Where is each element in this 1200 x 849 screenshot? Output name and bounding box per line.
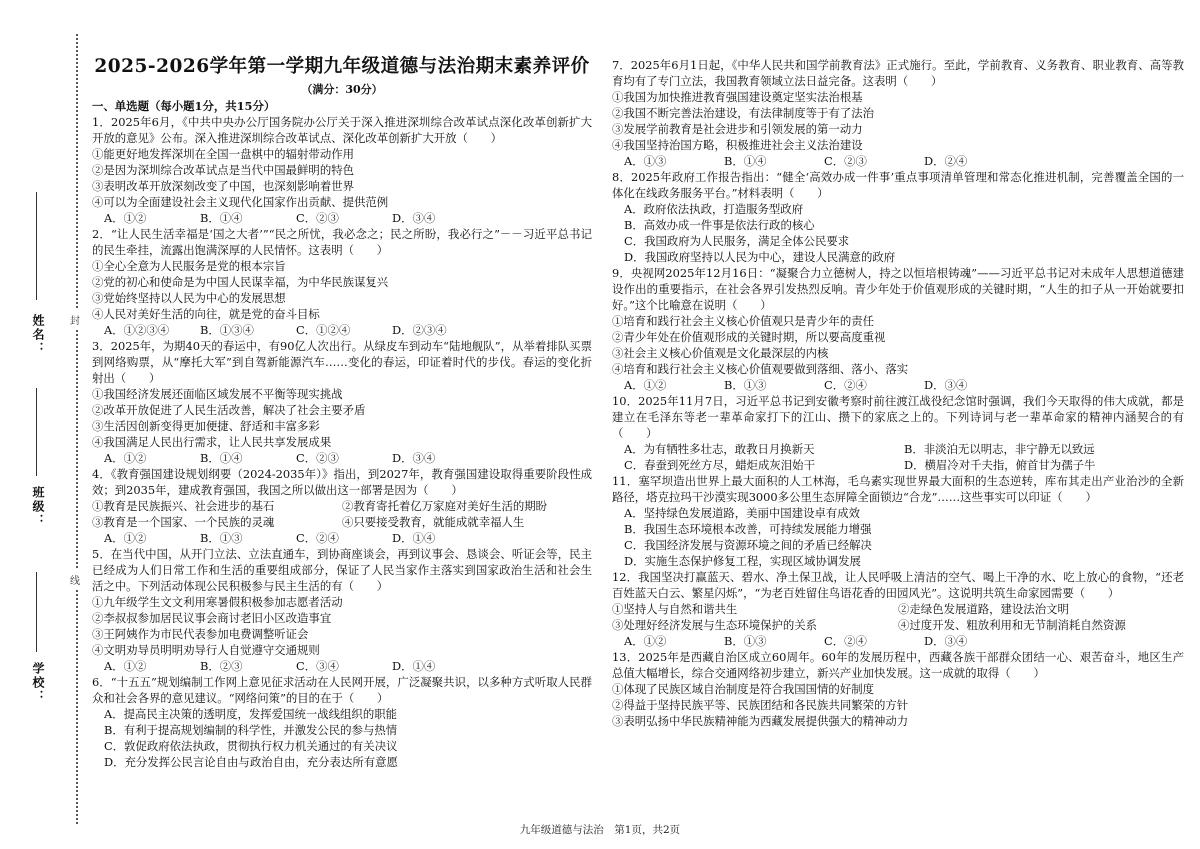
choice-c[interactable]: C．春蚕到死丝方尽，蜡炬成灰泪始干 xyxy=(624,458,815,472)
statement: ①体现了民族区域自治制度是符合我国国情的好制度 xyxy=(612,682,874,696)
statement: ②党的初心和使命是为中国人民谋幸福，为中华民族谋复兴 xyxy=(92,275,389,289)
choice-c[interactable]: C．②③ xyxy=(296,451,339,465)
statement-row xyxy=(612,601,1184,617)
statement-row xyxy=(92,514,592,530)
statement: ①全心全意为人民服务是党的根本宗旨 xyxy=(92,259,286,273)
question-stem: 8．2025年政府工作报告指出：“健全‘高效办成一件事’重点事项清单管理和常态化推进机制，完善覆盖全国的一体化在线政务服务平台。”材料表明（ ） xyxy=(612,170,1184,200)
line-char: 线 xyxy=(70,570,80,589)
answer-choices xyxy=(92,530,592,546)
statement: ①坚持人与自然和谐共生 xyxy=(612,602,738,616)
statement: ③生活因创新变得更加便捷、舒适和丰富多彩 xyxy=(92,419,320,433)
question-9 xyxy=(612,265,1184,393)
question-stem: 4．《教育强国建设规划纲要（2024-2035年）》指出，到2027年，教育强国建设取得重要阶段性成效；到2035年，建成教育强国，我国之所以做出这一部署是因为（ ） xyxy=(92,467,592,497)
answer-choices xyxy=(612,633,1184,649)
statement: ③发展学前教育是社会进步和引领发展的第一动力 xyxy=(612,122,863,136)
choice-a[interactable]: A．①② xyxy=(104,211,147,225)
left-column xyxy=(92,55,592,770)
question-stem: 12．我国坚决打赢蓝天、碧水、净土保卫战，让人民呼吸上清洁的空气、喝上干净的水、吃上放心的食物，“还老百姓蓝天白云、繁星闪烁”，“为老百姓留住鸟语花香的田园风光”。这说明共筑生命家园需要（ ） xyxy=(612,570,1184,600)
choice-d[interactable]: D．②④ xyxy=(924,154,968,168)
question-stem: 9．央视网2025年12月16日：“凝聚合力立德树人，持之以恒培根铸魂”——习近平总书记对未成年人思想道德建设作出的重要指示，在社会各界引发热烈反响。青少年处于价值观形成的关键时期，“人生的扣子从一开始就要扣好。”这个比喻意在说明（ ） xyxy=(612,266,1184,312)
choice-c[interactable]: C．③④ xyxy=(296,659,339,673)
statement: ④培育和践行社会主义核心价值观要做到落细、落小、落实 xyxy=(612,362,909,376)
choice-a[interactable]: A．①②③④ xyxy=(104,323,170,337)
question-stem: 11．塞罕坝造出世界上最大面积的人工林海，毛乌素实现世界最大面积的生态逆转，库布其走出产业治沙的全新路径，塔克拉玛干沙漠实现3000多公里生态屏障全面锁边“合龙”……这些事实可以印证（ ） xyxy=(612,474,1184,504)
choice-d[interactable]: D．实施生态保护修复工程，实现区域协调发展 xyxy=(624,554,861,568)
exam-title: 2025-2026学年第一学期九年级道德与法治期末素养评价 xyxy=(94,56,590,77)
choice-b[interactable]: B．我国生态环境根本改善，可持续发展能力增强 xyxy=(624,522,872,536)
choice-b[interactable]: B．①③ xyxy=(200,531,243,545)
choice-row xyxy=(612,457,1184,473)
statement: ④我国满足人民出行需求，让人民共享发展成果 xyxy=(92,435,332,449)
statement-row xyxy=(612,617,1184,633)
choice-b[interactable]: B．高效办成一件事是依法行政的核心 xyxy=(624,218,815,232)
choice-b[interactable]: B．①③ xyxy=(724,378,767,392)
question-stem: 7．2025年6月1日起，《中华人民共和国学前教育法》正式施行。至此，学前教育、义务教育、职业教育、高等教育均有了专门立法，我国教育领域立法日益完备。这表明（ ） xyxy=(612,58,1184,88)
choice-d[interactable]: D．横眉冷对千夫指，俯首甘为孺子牛 xyxy=(904,458,1096,472)
choice-d[interactable]: D．③④ xyxy=(924,378,968,392)
question-stem: 10．2025年11月7日，习近平总书记到安徽考察时前往渡江战役纪念馆时强调，我们今天取得的伟大成就，都是建立在毛泽东等老一辈革命家打下的江山、攒下的家底之上的。下列诗词与老一辈革命家的精神内涵契合的有（ ） xyxy=(612,394,1184,440)
choice-c[interactable]: C．我国政府为人民服务，满足全体公民要求 xyxy=(624,234,850,248)
question-stem: 2．“让人民生活幸福是‘国之大者’”“民之所忧，我必念之；民之所盼，我必行之”－－习近平总书记的民生牵挂，流露出饱满深厚的人民情怀。这表明（ ） xyxy=(92,227,592,257)
name-blank[interactable] xyxy=(36,192,37,300)
choice-b[interactable]: B．①④ xyxy=(724,154,767,168)
class-blank[interactable] xyxy=(36,388,37,476)
answer-choices xyxy=(92,658,592,674)
choice-b[interactable]: B．非淡泊无以明志，非宁静无以致远 xyxy=(904,442,1095,456)
statement: ②是因为深圳综合改革试点是当代中国最鲜明的特色 xyxy=(92,163,354,177)
choice-c[interactable]: C．②④ xyxy=(824,378,867,392)
section-heading: 一、单选题（每小题1分，共15分） xyxy=(92,99,276,113)
statement: ④文明劝导员明明劝导行人自觉遵守交通规则 xyxy=(92,643,320,657)
statement: ②李叔叔参加居民议事会商讨老旧小区改造事宜 xyxy=(92,611,332,625)
question-stem: 6．“十五五”规划编制工作网上意见征求活动在人民网开展，广泛凝聚共识，以多种方式听取人民群众和社会各界的意见建议。“网络问策”的目的在于（ ） xyxy=(92,675,592,705)
statement: ③王阿姨作为市民代表参加电费调整听证会 xyxy=(92,627,309,641)
question-stem: 13．2025年是西藏自治区成立60周年。60年的发展历程中，西藏各族干部群众团结一心、艰苦奋斗，地区生产总值大幅增长，综合交通网络初步建立，新兴产业加快发展。这一成就的取得（ ） xyxy=(612,650,1184,680)
choice-b[interactable]: B．②③ xyxy=(200,659,243,673)
choice-c[interactable]: C．②③ xyxy=(296,211,339,225)
choice-d[interactable]: D．①④ xyxy=(392,659,436,673)
right-column xyxy=(612,57,1184,729)
statement: ①教育是民族振兴、社会进步的基石 xyxy=(92,499,275,513)
statement: ③表明弘扬中华民族精神能为西藏发展提供强大的精神动力 xyxy=(612,714,909,728)
statement: ④我国坚持治国方略，积极推进社会主义法治建设 xyxy=(612,138,863,152)
choice-b[interactable]: B．①④ xyxy=(200,451,243,465)
choice-c[interactable]: C．敦促政府依法执政，贯彻执行权力机关通过的有关决议 xyxy=(104,739,398,753)
class-label: 班级： xyxy=(31,486,45,528)
statement: ④只要接受教育，就能成就幸福人生 xyxy=(342,515,525,529)
choice-b[interactable]: B．①③ xyxy=(724,634,767,648)
choice-a[interactable]: A．①② xyxy=(624,634,667,648)
question-stem: 3．2025年，为期40天的春运中，有90亿人次出行。从绿皮车到动车“陆地舰队”，从举着排队买票到网络购票，从“摩托大军”到自驾新能源汽车……变化的春运，印证着时代的步伐。春运的变化折射出（ ） xyxy=(92,339,592,385)
choice-a[interactable]: A．①② xyxy=(104,531,147,545)
choice-a[interactable]: A．①③ xyxy=(624,154,667,168)
statement: ①我国为加快推进教育强国建设奠定坚实法治根基 xyxy=(612,90,863,104)
question-8 xyxy=(612,169,1184,265)
choice-a[interactable]: A．政府依法执政，打造服务型政府 xyxy=(624,202,804,216)
school-blank[interactable] xyxy=(36,572,37,652)
choice-a[interactable]: A．为有牺牲多壮志，敢教日月换新天 xyxy=(624,442,815,456)
seal-char: 封 xyxy=(70,310,80,329)
choice-b[interactable]: B．有利于提高规划编制的科学性，并激发公民的参与热情 xyxy=(104,723,398,737)
statement: ③教育是一个国家、一个民族的灵魂 xyxy=(92,515,275,529)
statement: ①能更好地发挥深圳在全国一盘棋中的辐射带动作用 xyxy=(92,147,354,161)
choice-a[interactable]: A．①② xyxy=(104,659,147,673)
question-13 xyxy=(612,649,1184,729)
choice-d[interactable]: D．③④ xyxy=(392,451,436,465)
choice-d[interactable]: D．③④ xyxy=(924,634,968,648)
question-5 xyxy=(92,546,592,674)
statement: ①我国经济发展还面临区域发展不平衡等现实挑战 xyxy=(92,387,343,401)
statement: ②我国不断完善法治建设，有法律制度等于有了法治 xyxy=(612,106,874,120)
choice-b[interactable]: B．①③④ xyxy=(200,323,254,337)
choice-row xyxy=(612,441,1184,457)
statement: ④人民对美好生活的向往，就是党的奋斗目标 xyxy=(92,307,320,321)
choice-a[interactable]: A．①② xyxy=(624,378,667,392)
question-stem: 1．2025年6月，《中共中央办公厅国务院办公厅关于深入推进深圳综合改革试点深化改革创新扩大开放的意见》公布。深入推进深圳综合改革试点、深化改革创新扩大开放（ ） xyxy=(92,115,592,145)
choice-b[interactable]: B．①④ xyxy=(200,211,243,225)
choice-a[interactable]: A．提高民主决策的透明度，发挥爱国统一战线组织的职能 xyxy=(104,707,397,721)
statement: ①九年级学生文文利用寒暑假积极参加志愿者活动 xyxy=(92,595,343,609)
statement-row xyxy=(92,498,592,514)
question-11 xyxy=(612,473,1184,569)
question-stem: 5．在当代中国，从开门立法、立法直通车，到协商座谈会，再到议事会、恳谈会、听证会等，民主已经成为人们日常工作和生活的重要组成部分，保证了人民当家作主落实到国家政治生活和社会生活之中。下列活动体现公民积极参与民主生活的有（ ） xyxy=(92,547,592,593)
statement: ④过度开发、粗放利用和无节制消耗自然资源 xyxy=(898,618,1126,632)
page-footer: 九年级道德与法治 第1页，共2页 xyxy=(519,824,681,836)
choice-d[interactable]: D．②③④ xyxy=(392,323,447,337)
statement: ②走绿色发展道路，建设法治文明 xyxy=(898,602,1069,616)
choice-c[interactable]: C．我国经济发展与资源环境之间的矛盾已经解决 xyxy=(624,538,872,552)
choice-c[interactable]: C．②④ xyxy=(824,634,867,648)
question-2 xyxy=(92,226,592,338)
binding-margin xyxy=(0,0,88,849)
statement: ②得益于坚持民族平等、民族团结和各民族共同繁荣的方针 xyxy=(612,698,909,712)
choice-c[interactable]: C．①②④ xyxy=(296,323,351,337)
choice-c[interactable]: C．②③ xyxy=(824,154,867,168)
school-label: 学校： xyxy=(31,662,45,704)
question-3 xyxy=(92,338,592,466)
binding-dotted-line xyxy=(76,34,78,824)
choice-c[interactable]: C．②④ xyxy=(296,531,339,545)
answer-choices xyxy=(92,450,592,466)
statement: ②教育寄托着亿万家庭对美好生活的期盼 xyxy=(342,499,548,513)
choice-d[interactable]: D．我国政府坚持以人民为中心，建设人民满意的政府 xyxy=(624,250,896,264)
choice-a[interactable]: A．坚持绿色发展道路，美丽中国建设卓有成效 xyxy=(624,506,861,520)
question-4 xyxy=(92,466,592,546)
statement: ①培育和践行社会主义核心价值观只是青少年的责任 xyxy=(612,314,874,328)
full-score: （满分：30分） xyxy=(301,83,383,96)
question-1 xyxy=(92,114,592,226)
answer-choices xyxy=(612,153,1184,169)
answer-choices xyxy=(612,377,1184,393)
question-7 xyxy=(612,57,1184,169)
statement: ②改革开放促进了人民生活改善，解决了社会主要矛盾 xyxy=(92,403,366,417)
statement: ③表明改革开放深刻改变了中国，也深刻影响着世界 xyxy=(92,179,354,193)
question-10 xyxy=(612,393,1184,473)
statement: ④可以为全面建设社会主义现代化国家作出贡献、提供范例 xyxy=(92,195,389,209)
statement: ③处理好经济发展与生态环境保护的关系 xyxy=(612,618,818,632)
statement: ③党始终坚持以人民为中心的发展思想 xyxy=(92,291,286,305)
answer-choices xyxy=(92,322,592,338)
answer-choices xyxy=(92,210,592,226)
name-label: 姓名： xyxy=(31,314,45,356)
choice-d[interactable]: D．③④ xyxy=(392,211,436,225)
statement: ②青少年处在价值观形成的关键时期，所以要高度重视 xyxy=(612,330,886,344)
choice-d[interactable]: D．①④ xyxy=(392,531,436,545)
choice-a[interactable]: A．①② xyxy=(104,451,147,465)
question-12 xyxy=(612,569,1184,649)
question-6 xyxy=(92,674,592,770)
statement: ③社会主义核心价值观是文化最深层的内核 xyxy=(612,346,829,360)
choice-d[interactable]: D．充分发挥公民言论自由与政治自由，充分表达所有意愿 xyxy=(104,755,398,769)
